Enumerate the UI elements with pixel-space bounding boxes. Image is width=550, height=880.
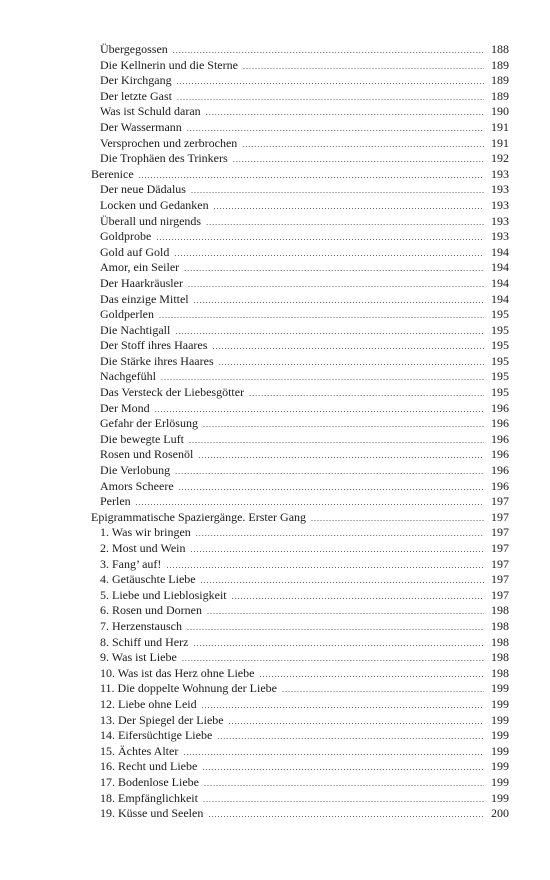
toc-entry-page-number: 194 — [491, 244, 509, 259]
dot-leader — [184, 261, 484, 277]
toc-entry-title: Epigrammatische Spaziergänge. Erster Gang — [91, 509, 307, 524]
dot-leader — [282, 682, 484, 698]
dot-leader — [207, 604, 484, 620]
toc-entry — [91, 167, 509, 183]
toc-entry-title: Die Kellnerin und die Sterne — [100, 57, 238, 72]
toc-entry-title: 14. Eifersüchtige Liebe — [100, 728, 213, 743]
toc-entry — [91, 292, 509, 308]
dot-leader — [136, 495, 484, 511]
toc-entry-page-number: 199 — [491, 712, 509, 727]
toc-entry — [91, 307, 509, 323]
toc-entry — [91, 681, 509, 697]
toc-entry-title: 17. Bodenlose Liebe — [100, 774, 199, 789]
toc-entry-page-number: 193 — [491, 197, 509, 212]
toc-entry — [91, 713, 509, 729]
dot-leader — [155, 402, 484, 418]
toc-entry-title: Das einzige Mittel — [100, 291, 189, 306]
toc-entry-title: Die Trophäen des Trinkers — [100, 151, 228, 166]
dot-leader — [198, 448, 484, 464]
toc-entry-title: Locken und Gedanken — [100, 197, 209, 212]
toc-entry — [91, 494, 509, 510]
toc-entry-page-number: 193 — [491, 229, 509, 244]
toc-entry-page-number: 196 — [491, 416, 509, 431]
toc-entry — [91, 619, 509, 635]
toc-entry — [91, 214, 509, 230]
dot-leader — [166, 558, 484, 574]
toc-entry-title: Überall und nirgends — [100, 213, 202, 228]
toc-entry — [91, 104, 509, 120]
toc-entry — [91, 463, 509, 479]
toc-entry — [91, 73, 509, 89]
toc-entry-page-number: 194 — [491, 275, 509, 290]
dot-leader — [249, 386, 484, 402]
toc-entry-title: 2. Most und Wein — [100, 541, 186, 555]
toc-entry-title: Goldprobe — [100, 229, 152, 244]
dot-leader — [191, 183, 484, 199]
dot-leader — [219, 355, 484, 371]
toc-entry — [91, 557, 509, 573]
toc-entry-page-number: 196 — [491, 463, 509, 478]
toc-entry — [91, 479, 509, 495]
toc-entry-page-number: 196 — [491, 400, 509, 415]
toc-entry-title: Gold auf Gold — [100, 244, 170, 259]
dot-leader — [159, 308, 484, 324]
toc-entry — [91, 697, 509, 713]
toc-entry — [91, 385, 509, 401]
toc-entry-title: Der Kirchgang — [100, 73, 172, 88]
toc-entry — [91, 354, 509, 370]
toc-entry-page-number: 197 — [491, 587, 509, 602]
toc-entry-page-number: 193 — [491, 166, 509, 181]
dot-leader — [196, 526, 484, 542]
toc-entry-title: Goldperlen — [100, 307, 154, 322]
toc-entry — [91, 791, 509, 807]
toc-entry-page-number: 196 — [491, 478, 509, 493]
toc-entry-title: Nachgefühl — [100, 369, 156, 384]
dot-leader — [242, 137, 484, 153]
toc-entry-page-number: 196 — [491, 431, 509, 446]
toc-entry-page-number: 198 — [491, 603, 509, 618]
dot-leader — [259, 667, 484, 683]
toc-entry — [91, 541, 509, 557]
dot-leader — [183, 745, 484, 761]
dot-leader — [206, 105, 484, 121]
dot-leader — [174, 246, 484, 262]
toc-entry-title: Der Wassermann — [100, 119, 182, 134]
dot-leader — [208, 807, 484, 823]
toc-entry-title: Übergegossen — [100, 42, 168, 56]
dot-leader — [175, 464, 484, 480]
toc-entry — [91, 603, 509, 619]
toc-entry — [91, 744, 509, 760]
toc-entry-title: Was ist Schuld daran — [100, 104, 201, 119]
dot-leader — [202, 760, 484, 776]
dot-leader — [177, 90, 484, 106]
toc-entry-title: 16. Recht und Liebe — [100, 759, 198, 774]
toc-entry-page-number: 189 — [491, 57, 509, 72]
toc-entry-page-number: 195 — [491, 353, 509, 368]
toc-entry-page-number: 195 — [491, 322, 509, 337]
toc-entry — [91, 666, 509, 682]
toc-entry-page-number: 189 — [491, 88, 509, 103]
dot-leader — [139, 168, 484, 184]
dot-leader — [173, 43, 484, 59]
toc-entry-page-number: 197 — [491, 572, 509, 587]
dot-leader — [212, 339, 484, 355]
toc-entry — [91, 525, 509, 541]
toc-entry-page-number: 191 — [491, 135, 509, 150]
dot-leader — [177, 74, 484, 90]
toc-entry-title: Die bewegte Luft — [100, 431, 184, 446]
toc-entry — [91, 151, 509, 167]
toc-entry-title: Amor, ein Seiler — [100, 260, 180, 275]
dot-leader — [229, 714, 484, 730]
dot-leader — [217, 729, 484, 745]
toc-entry-page-number: 191 — [491, 119, 509, 134]
toc-entry — [91, 42, 509, 58]
dot-leader — [187, 121, 484, 137]
toc-entry-page-number: 199 — [491, 743, 509, 758]
toc-entry-page-number: 197 — [491, 509, 509, 524]
dot-leader — [188, 277, 484, 293]
dot-leader — [203, 792, 484, 808]
toc-entry-page-number: 193 — [491, 213, 509, 228]
toc-entry-title: 10. Was ist das Herz ohne Liebe — [100, 665, 255, 680]
toc-entry-page-number: 199 — [491, 774, 509, 789]
toc-entry — [91, 58, 509, 74]
toc-entry-title: Rosen und Rosenöl — [100, 447, 194, 462]
toc-entry — [91, 369, 509, 385]
toc-entry — [91, 806, 509, 822]
toc-entry-page-number: 193 — [491, 182, 509, 197]
toc-entry-page-number: 199 — [491, 759, 509, 774]
dot-leader — [182, 651, 484, 667]
toc-entry-title: 6. Rosen und Dornen — [100, 603, 202, 618]
toc-entry-page-number: 199 — [491, 728, 509, 743]
toc-entry-page-number: 199 — [491, 696, 509, 711]
toc-entry-page-number: 189 — [491, 73, 509, 88]
toc-entry-title: 3. Fang’ auf! — [100, 556, 162, 571]
toc-entry — [91, 401, 509, 417]
toc-entry-title: Der Stoff ihres Haares — [100, 338, 208, 353]
toc-entry-page-number: 195 — [491, 385, 509, 400]
toc-entry-title: Der Haarkräusler — [100, 275, 183, 290]
toc-entry — [91, 650, 509, 666]
toc-entry-title: Der letzte Gast — [100, 88, 172, 103]
toc-entry — [91, 182, 509, 198]
toc-entry-title: Versprochen und zerbrochen — [100, 135, 238, 150]
toc-entry — [91, 510, 509, 526]
toc-entry-title: 15. Ächtes Alter — [100, 743, 179, 758]
toc-entry-page-number: 198 — [491, 665, 509, 680]
dot-leader — [175, 324, 484, 340]
toc-entry-page-number: 188 — [491, 42, 509, 56]
dot-leader — [243, 59, 484, 75]
toc-entry-page-number: 198 — [491, 634, 509, 649]
toc-entry-title: Amors Scheere — [100, 478, 174, 493]
toc-entry-title: Berenice — [91, 166, 134, 181]
dot-leader — [190, 542, 484, 558]
dot-leader — [311, 511, 484, 527]
toc-entry-page-number: 200 — [491, 806, 509, 821]
toc-entry-page-number: 190 — [491, 104, 509, 119]
table-of-contents — [91, 42, 509, 822]
toc-entry — [91, 120, 509, 136]
dot-leader — [161, 370, 484, 386]
toc-entry — [91, 759, 509, 775]
dot-leader — [202, 698, 484, 714]
toc-entry — [91, 775, 509, 791]
toc-entry-title: 11. Die doppelte Wohnung der Liebe — [100, 681, 277, 696]
toc-entry-page-number: 195 — [491, 307, 509, 322]
toc-entry-title: Das Versteck der Liebesgötter — [100, 385, 245, 400]
dot-leader — [204, 776, 484, 792]
toc-entry — [91, 276, 509, 292]
toc-entry — [91, 245, 509, 261]
toc-entry — [91, 416, 509, 432]
toc-entry-title: Gefahr der Erlösung — [100, 416, 198, 431]
toc-entry-title: 4. Getäuschte Liebe — [100, 572, 196, 587]
toc-entry-page-number: 195 — [491, 369, 509, 384]
toc-entry-title: 18. Empfänglichkeit — [100, 790, 198, 805]
toc-entry — [91, 260, 509, 276]
toc-entry — [91, 198, 509, 214]
toc-entry-page-number: 197 — [491, 556, 509, 571]
toc-entry-page-number: 198 — [491, 618, 509, 633]
toc-entry-page-number: 199 — [491, 681, 509, 696]
toc-entry-title: 7. Herzenstausch — [100, 618, 182, 633]
toc-entry-title: 12. Liebe ohne Leid — [100, 696, 197, 711]
toc-entry — [91, 323, 509, 339]
toc-entry-page-number: 197 — [491, 541, 509, 555]
toc-entry-page-number: 194 — [491, 291, 509, 306]
toc-entry — [91, 89, 509, 105]
toc-entry-title: Die Verlobung — [100, 463, 171, 478]
toc-entry-title: Der neue Dädalus — [100, 182, 186, 197]
dot-leader — [214, 199, 484, 215]
toc-entry — [91, 136, 509, 152]
dot-leader — [179, 480, 484, 496]
toc-entry-page-number: 195 — [491, 338, 509, 353]
dot-leader — [194, 293, 484, 309]
dot-leader — [201, 573, 484, 589]
toc-entry — [91, 338, 509, 354]
toc-entry — [91, 229, 509, 245]
toc-entry-page-number: 197 — [491, 494, 509, 509]
toc-entry-title: 1. Was wir bringen — [100, 525, 191, 540]
toc-entry — [91, 432, 509, 448]
dot-leader — [189, 433, 484, 449]
toc-entry-title: 8. Schiff und Herz — [100, 634, 189, 649]
toc-entry-title: Die Stärke ihres Haares — [100, 353, 214, 368]
toc-entry-page-number: 196 — [491, 447, 509, 462]
toc-entry-title: 9. Was ist Liebe — [100, 650, 177, 665]
toc-entry-page-number: 192 — [491, 151, 509, 166]
toc-entry-page-number: 194 — [491, 260, 509, 275]
toc-entry-title: 13. Der Spiegel der Liebe — [100, 712, 224, 727]
toc-entry-title: 19. Küsse und Seelen — [100, 806, 204, 821]
toc-entry-page-number: 197 — [491, 525, 509, 540]
toc-entry-title: 5. Liebe und Lieblosigkeit — [100, 587, 227, 602]
dot-leader — [156, 230, 484, 246]
toc-entry-title: Die Nachtigall — [100, 322, 171, 337]
toc-entry — [91, 635, 509, 651]
toc-entry — [91, 588, 509, 604]
dot-leader — [232, 589, 484, 605]
toc-entry — [91, 447, 509, 463]
dot-leader — [193, 636, 484, 652]
dot-leader — [187, 620, 484, 636]
toc-entry-title: Perlen — [100, 494, 131, 509]
dot-leader — [203, 417, 484, 433]
dot-leader — [233, 152, 484, 168]
toc-entry — [91, 572, 509, 588]
toc-entry — [91, 728, 509, 744]
toc-entry-page-number: 199 — [491, 790, 509, 805]
dot-leader — [206, 215, 484, 231]
toc-entry-page-number: 198 — [491, 650, 509, 665]
toc-entry-title: Der Mond — [100, 400, 150, 415]
